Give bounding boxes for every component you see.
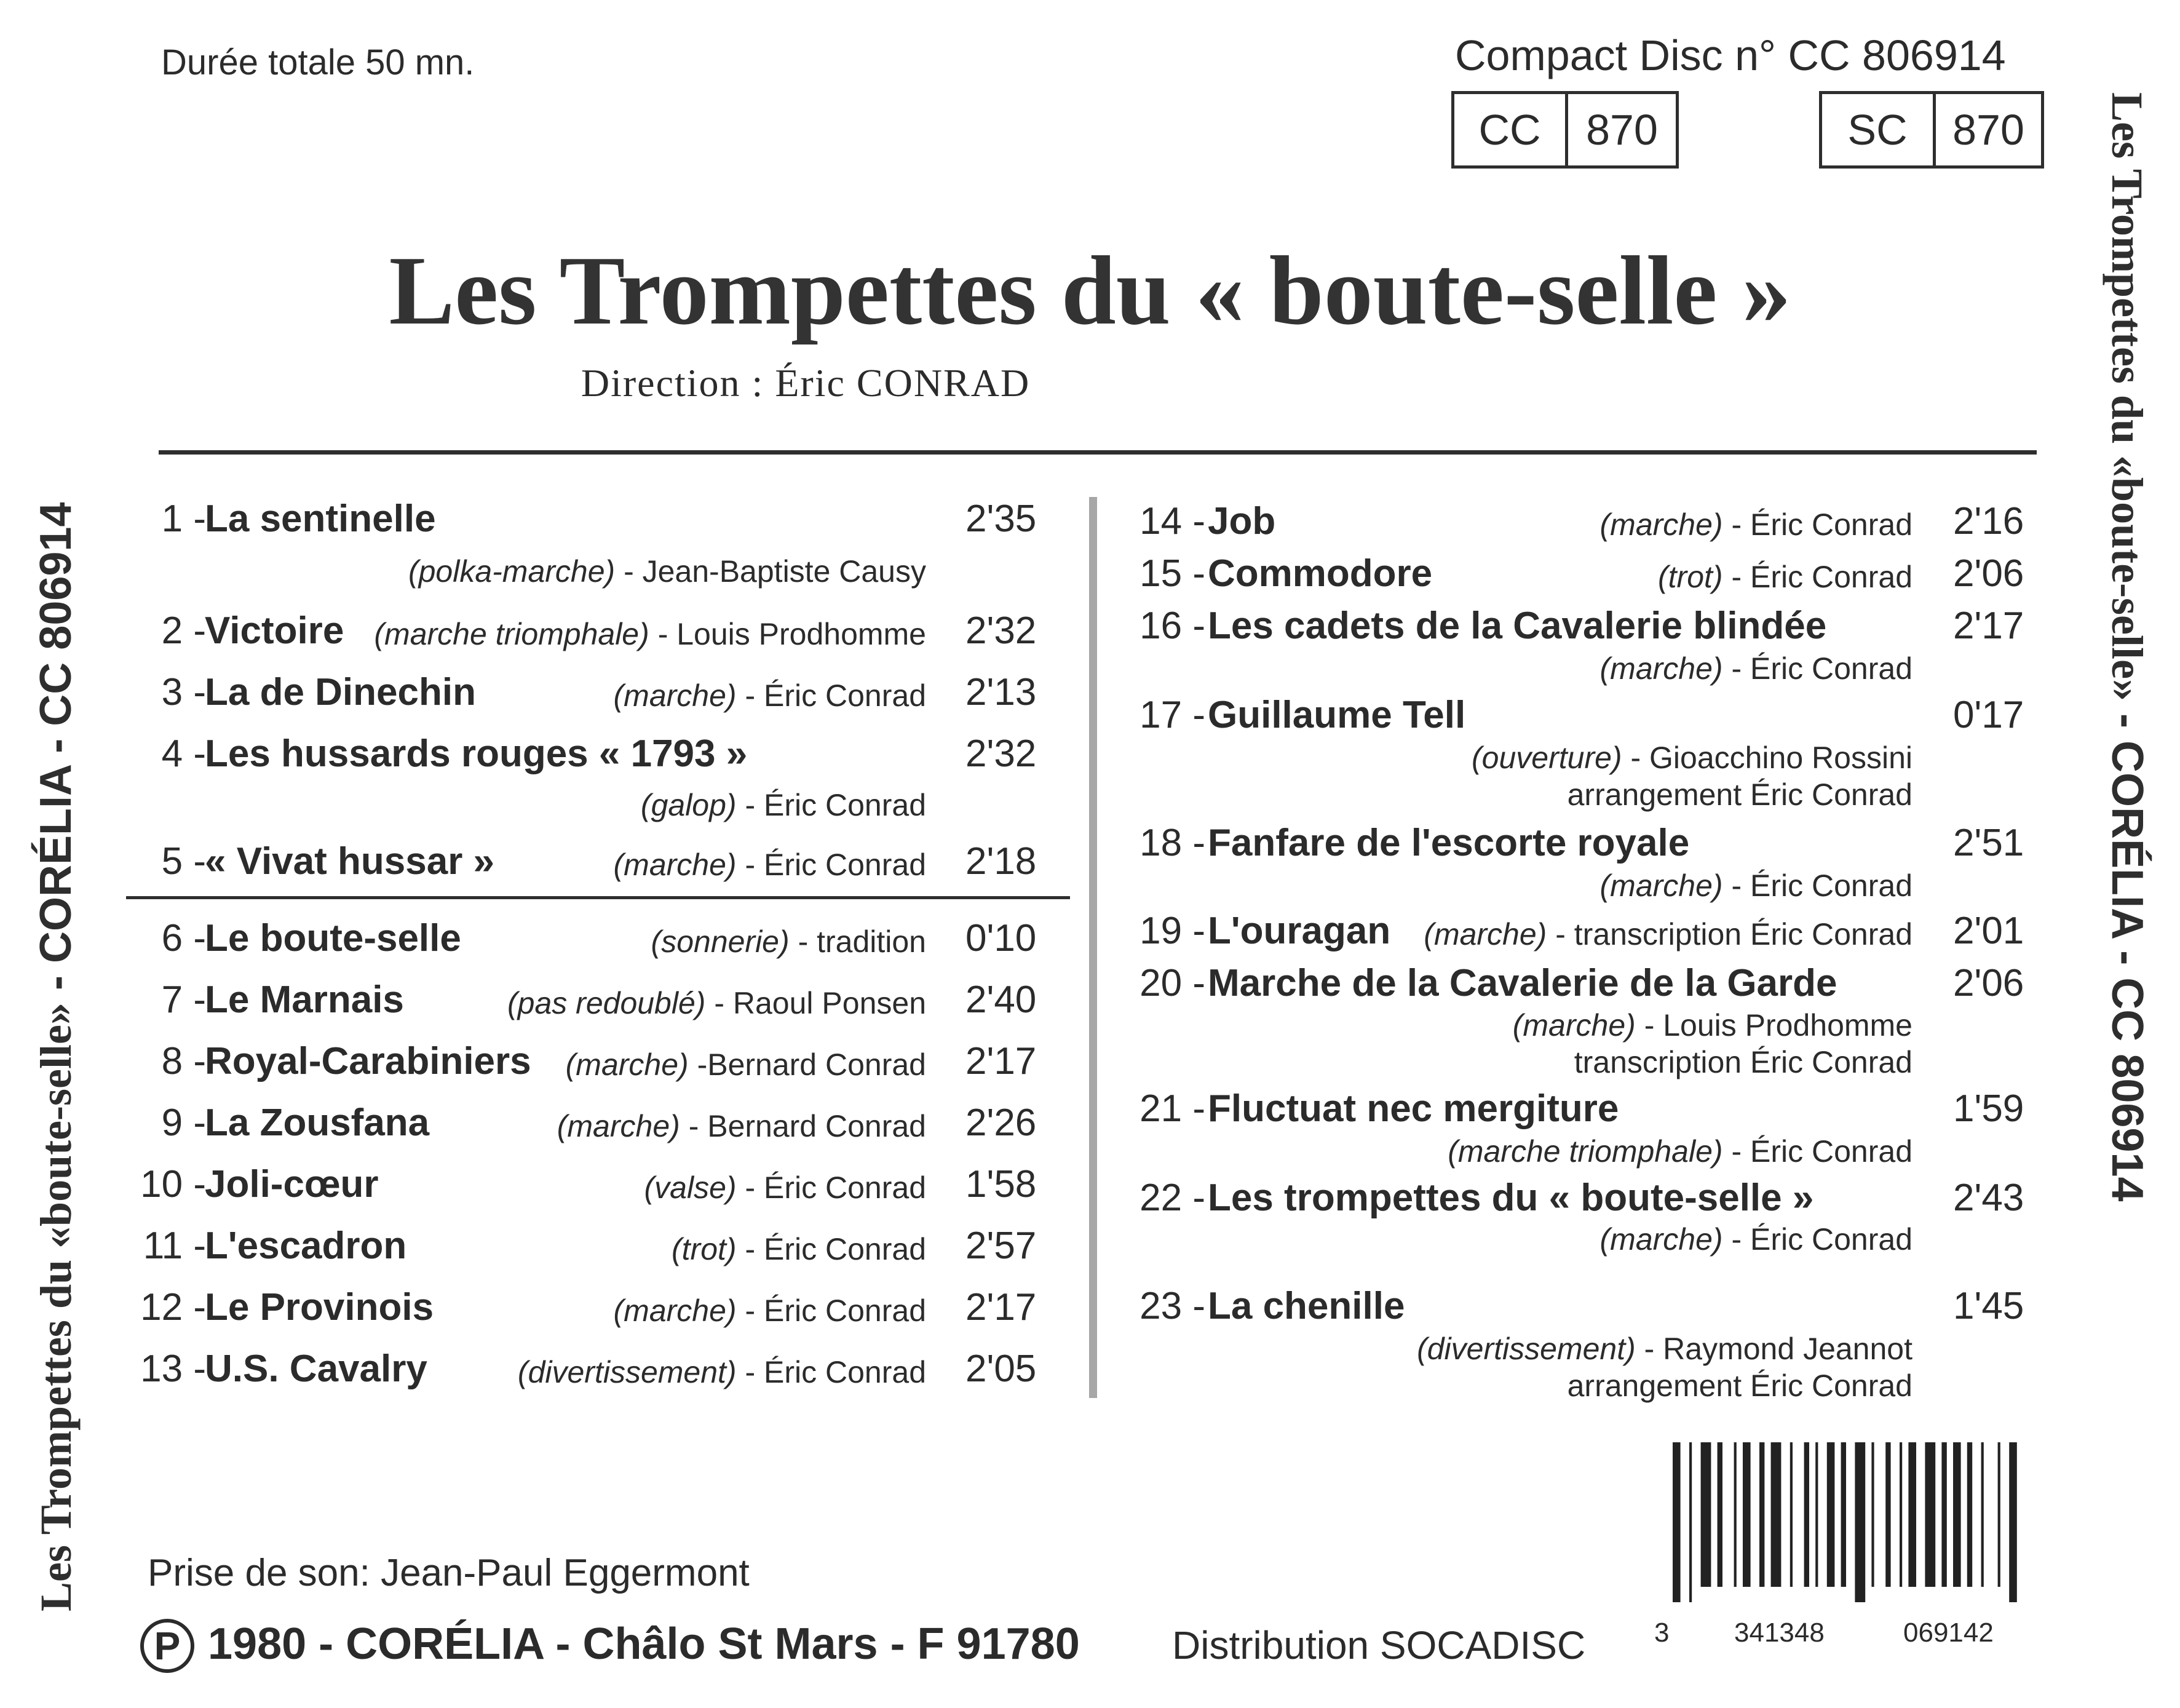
divider-line bbox=[126, 896, 1070, 899]
track-composer: - Raymond Jeannot bbox=[1644, 1332, 1912, 1366]
track-credit bbox=[1658, 559, 1912, 595]
track-genre: (divertissement) bbox=[1417, 1332, 1636, 1366]
track-title: Royal-Carabiniers bbox=[205, 1040, 531, 1082]
track-number: 4 - bbox=[161, 733, 206, 775]
track-genre: (divertissement) bbox=[517, 1355, 737, 1389]
track-composer: arrangement Éric Conrad bbox=[1567, 777, 1912, 812]
track-number: 23 - bbox=[1140, 1285, 1205, 1327]
track-title: Le Provinois bbox=[205, 1286, 434, 1329]
track-credit bbox=[1472, 740, 1912, 776]
barcode-bar bbox=[1841, 1442, 1846, 1587]
track-composer: arrangement Éric Conrad bbox=[1567, 1368, 1912, 1403]
track-title: La chenille bbox=[1208, 1285, 1405, 1327]
track-credit bbox=[1513, 1007, 1912, 1043]
track-composer: - Éric Conrad bbox=[745, 678, 926, 713]
track-credit bbox=[1417, 1331, 1912, 1367]
track-composer: - Éric Conrad bbox=[1731, 868, 1912, 903]
track-genre: (marche) bbox=[557, 1109, 680, 1143]
track-composer: - transcription Éric Conrad bbox=[1555, 917, 1912, 951]
phonogram-symbol-icon: P bbox=[140, 1619, 194, 1673]
track-duration: 1'58 bbox=[965, 1163, 1037, 1206]
track-credit bbox=[566, 1047, 926, 1082]
barcode-bar bbox=[1900, 1442, 1902, 1587]
track-credit bbox=[1448, 1134, 1912, 1169]
code-number: 870 bbox=[1565, 94, 1676, 165]
track-credit bbox=[374, 616, 926, 652]
barcode-bar bbox=[1673, 1442, 1681, 1602]
catalog-code-box bbox=[1451, 91, 1679, 169]
track-composer: - Jean-Baptiste Causy bbox=[624, 554, 926, 589]
track-title: U.S. Cavalry bbox=[205, 1348, 427, 1390]
barcode-bar bbox=[1759, 1442, 1764, 1587]
spine-label: - CORÉLIA - CC 806914 bbox=[2103, 713, 2152, 1202]
track-number: 8 - bbox=[161, 1040, 206, 1082]
track-composer: - Éric Conrad bbox=[1731, 560, 1912, 594]
track-credit bbox=[408, 554, 926, 589]
track-number: 22 - bbox=[1140, 1177, 1205, 1219]
track-title: Job bbox=[1208, 500, 1276, 542]
track-credit bbox=[1574, 1044, 1912, 1080]
track-duration: 2'13 bbox=[965, 671, 1037, 713]
track-composer: - tradition bbox=[798, 924, 926, 959]
barcode-bar bbox=[1718, 1442, 1722, 1587]
track-duration: 2'32 bbox=[965, 610, 1037, 652]
code-prefix: SC bbox=[1847, 106, 1908, 154]
track-genre: (pas redoublé) bbox=[507, 986, 706, 1020]
barcode-bar bbox=[2009, 1442, 2017, 1602]
track-duration: 2'35 bbox=[965, 498, 1037, 540]
barcode-bar bbox=[1689, 1442, 1692, 1602]
track-duration: 1'59 bbox=[1953, 1087, 2024, 1130]
track-composer: - Éric Conrad bbox=[745, 1170, 926, 1205]
track-composer: - Éric Conrad bbox=[1731, 1222, 1912, 1257]
track-credit bbox=[651, 924, 926, 959]
total-duration: Durée totale 50 mn. bbox=[161, 42, 475, 82]
track-number: 18 - bbox=[1140, 822, 1205, 864]
track-genre: (marche) bbox=[1424, 917, 1547, 951]
track-title: La Zousfana bbox=[205, 1102, 430, 1144]
track-composer: - Éric Conrad bbox=[745, 1232, 926, 1266]
track-number: 2 - bbox=[161, 610, 206, 652]
track-duration: 2'17 bbox=[965, 1040, 1037, 1082]
track-duration: 2'40 bbox=[965, 979, 1037, 1021]
direction-credit: Direction : Éric CONRAD bbox=[581, 361, 1031, 405]
barcode-bar bbox=[1855, 1442, 1865, 1602]
track-duration: 2'16 bbox=[1953, 500, 2024, 542]
track-genre: (polka-marche) bbox=[408, 554, 616, 589]
track-duration: 2'17 bbox=[1953, 605, 2024, 647]
track-credit bbox=[1600, 651, 1912, 686]
track-duration: 2'51 bbox=[1953, 822, 2024, 864]
track-duration: 2'18 bbox=[965, 840, 1037, 883]
track-credit bbox=[672, 1231, 926, 1267]
code-number: 870 bbox=[1933, 94, 2041, 165]
track-number: 10 - bbox=[140, 1163, 206, 1206]
track-composer: - Bernard Conrad bbox=[688, 1109, 926, 1143]
track-genre: (marche) bbox=[1599, 868, 1723, 903]
track-composer: -Bernard Conrad bbox=[697, 1047, 926, 1082]
track-number: 1 - bbox=[161, 498, 206, 540]
track-title: Le Marnais bbox=[205, 979, 404, 1021]
barcode-digit-group: 3 bbox=[1654, 1618, 1670, 1648]
track-title: Marche de la Cavalerie de la Garde bbox=[1208, 962, 1837, 1004]
track-genre: (marche triomphale) bbox=[374, 617, 649, 651]
barcode-bar bbox=[1925, 1442, 1935, 1587]
track-duration: 1'45 bbox=[1953, 1285, 2024, 1327]
track-duration: 0'10 bbox=[965, 917, 1037, 959]
track-genre: (galop) bbox=[640, 788, 737, 822]
recording-credit: Prise de son: Jean-Paul Eggermont bbox=[148, 1552, 750, 1594]
track-number: 17 - bbox=[1140, 694, 1205, 736]
barcode-bar bbox=[1771, 1442, 1782, 1587]
track-title: Victoire bbox=[205, 610, 344, 652]
spine-title: Les Trompettes du «boute-selle» bbox=[2103, 92, 2152, 701]
barcode-bar bbox=[1981, 1442, 1984, 1587]
track-number: 13 - bbox=[140, 1348, 206, 1390]
barcode-bar bbox=[1908, 1442, 1916, 1587]
track-title: Guillaume Tell bbox=[1208, 694, 1466, 736]
track-number: 6 - bbox=[161, 917, 206, 959]
catalog-code-box bbox=[1819, 91, 2044, 169]
track-number: 20 - bbox=[1140, 962, 1205, 1004]
track-composer: - Éric Conrad bbox=[745, 1355, 926, 1389]
track-composer: - Éric Conrad bbox=[1731, 1134, 1912, 1169]
track-title: L'escadron bbox=[205, 1225, 407, 1267]
track-credit bbox=[641, 787, 926, 823]
track-duration: 2'06 bbox=[1953, 552, 2024, 595]
track-credit bbox=[518, 1354, 926, 1390]
barcode-bar bbox=[1871, 1442, 1874, 1587]
track-composer: - Louis Prodhomme bbox=[657, 617, 926, 651]
copyright-line: 1980 - CORÉLIA - Châlo St Mars - F 91780 bbox=[208, 1619, 1080, 1669]
track-title: Les cadets de la Cavalerie blindée bbox=[1208, 605, 1827, 647]
track-composer: - Éric Conrad bbox=[745, 788, 926, 822]
track-duration: 2'26 bbox=[965, 1102, 1037, 1144]
track-credit bbox=[614, 847, 926, 883]
track-duration: 0'17 bbox=[1953, 694, 2024, 736]
track-genre: (marche triomphale) bbox=[1448, 1134, 1723, 1169]
track-duration: 2'43 bbox=[1953, 1177, 2024, 1219]
barcode-bar bbox=[1953, 1442, 1961, 1587]
track-genre: (marche) bbox=[1599, 507, 1723, 542]
divider-line bbox=[159, 450, 2037, 455]
track-credit bbox=[1600, 1221, 1912, 1257]
track-credit bbox=[1568, 777, 1912, 812]
track-number: 15 - bbox=[1140, 552, 1205, 595]
album-title: Les Trompettes du « boute-selle » bbox=[389, 236, 1791, 345]
barcode-bar bbox=[1701, 1442, 1711, 1587]
track-number: 14 - bbox=[1140, 500, 1205, 542]
barcode-icon bbox=[1673, 1442, 2017, 1602]
track-number: 5 - bbox=[161, 840, 206, 883]
barcode-digit-group: 341348 bbox=[1734, 1618, 1825, 1648]
track-credit bbox=[507, 985, 926, 1021]
barcode-bar bbox=[1885, 1442, 1890, 1587]
track-title: Commodore bbox=[1208, 552, 1433, 595]
track-credit bbox=[644, 1170, 926, 1206]
compact-disc-number: Compact Disc n° CC 806914 bbox=[1455, 31, 2006, 79]
track-title: Joli-cœur bbox=[205, 1163, 379, 1206]
track-genre: (trot) bbox=[672, 1232, 737, 1266]
track-duration: 2'01 bbox=[1953, 910, 2024, 952]
barcode-bar bbox=[1998, 1442, 2000, 1587]
track-number: 12 - bbox=[140, 1286, 206, 1329]
track-title: Fluctuat nec mergiture bbox=[1208, 1087, 1619, 1130]
track-duration: 2'57 bbox=[965, 1225, 1037, 1267]
track-number: 16 - bbox=[1140, 605, 1205, 647]
track-genre: (trot) bbox=[1658, 560, 1723, 594]
track-genre: (marche) bbox=[1599, 1222, 1723, 1257]
spine-title: Les Trompettes du «boute-selle» bbox=[31, 1003, 81, 1611]
track-genre: (marche) bbox=[613, 678, 737, 713]
track-composer: transcription Éric Conrad bbox=[1574, 1045, 1912, 1079]
barcode-bar bbox=[1790, 1442, 1793, 1587]
track-number: 9 - bbox=[161, 1102, 206, 1144]
track-credit bbox=[614, 1293, 926, 1329]
track-number: 11 - bbox=[143, 1225, 206, 1267]
track-genre: (sonnerie) bbox=[651, 924, 790, 959]
track-title: Les hussards rouges « 1793 » bbox=[205, 733, 748, 775]
barcode-digit-group: 069142 bbox=[1903, 1618, 1994, 1648]
track-title: L'ouragan bbox=[1208, 910, 1391, 952]
track-composer: - Éric Conrad bbox=[1731, 507, 1912, 542]
track-genre: (valse) bbox=[644, 1170, 737, 1205]
track-number: 7 - bbox=[161, 979, 206, 1021]
track-genre: (marche) bbox=[613, 1293, 737, 1328]
track-credit bbox=[1424, 916, 1912, 952]
barcode-bar bbox=[1734, 1442, 1737, 1587]
track-duration: 2'05 bbox=[965, 1348, 1037, 1390]
track-duration: 2'06 bbox=[1953, 962, 2024, 1004]
spine-label: - CORÉLIA - CC 806914 bbox=[31, 502, 81, 991]
barcode-bar bbox=[1941, 1442, 1946, 1587]
barcode-bar bbox=[1743, 1442, 1751, 1587]
track-genre: (marche) bbox=[1512, 1008, 1636, 1043]
track-title: Les trompettes du « boute-selle » bbox=[1208, 1177, 1814, 1219]
track-genre: (marche) bbox=[613, 848, 737, 882]
track-composer: - Gioacchino Rossini bbox=[1630, 741, 1912, 775]
barcode-bar bbox=[1804, 1442, 1809, 1587]
track-credit bbox=[614, 678, 926, 713]
track-composer: - Louis Prodhomme bbox=[1644, 1008, 1912, 1043]
track-genre: (marche) bbox=[1599, 651, 1723, 686]
track-composer: - Éric Conrad bbox=[745, 1293, 926, 1328]
track-composer: - Éric Conrad bbox=[745, 848, 926, 882]
code-prefix: CC bbox=[1478, 106, 1541, 154]
barcode-bar bbox=[1967, 1442, 1972, 1587]
track-number: 19 - bbox=[1140, 910, 1205, 952]
track-credit bbox=[1568, 1368, 1912, 1404]
track-title: Le boute-selle bbox=[205, 917, 461, 959]
track-duration: 2'17 bbox=[965, 1286, 1037, 1329]
track-title: « Vivat hussar » bbox=[205, 840, 495, 883]
track-duration: 2'32 bbox=[965, 733, 1037, 775]
track-title: Fanfare de l'escorte royale bbox=[1208, 822, 1690, 864]
track-credit bbox=[1600, 868, 1912, 904]
track-number: 21 - bbox=[1140, 1087, 1205, 1130]
track-composer: - Raoul Ponsen bbox=[714, 986, 926, 1020]
track-title: La sentinelle bbox=[205, 498, 436, 540]
track-title: La de Dinechin bbox=[205, 671, 476, 713]
barcode-bar bbox=[1827, 1442, 1835, 1587]
track-composer: - Éric Conrad bbox=[1731, 651, 1912, 686]
track-genre: (ouverture) bbox=[1472, 741, 1622, 775]
track-genre: (marche) bbox=[565, 1047, 689, 1082]
distribution-credit: Distribution SOCADISC bbox=[1172, 1623, 1586, 1667]
track-credit bbox=[1600, 507, 1912, 542]
track-credit bbox=[557, 1108, 926, 1144]
barcode-bar bbox=[1815, 1442, 1818, 1587]
track-number: 3 - bbox=[161, 671, 206, 713]
